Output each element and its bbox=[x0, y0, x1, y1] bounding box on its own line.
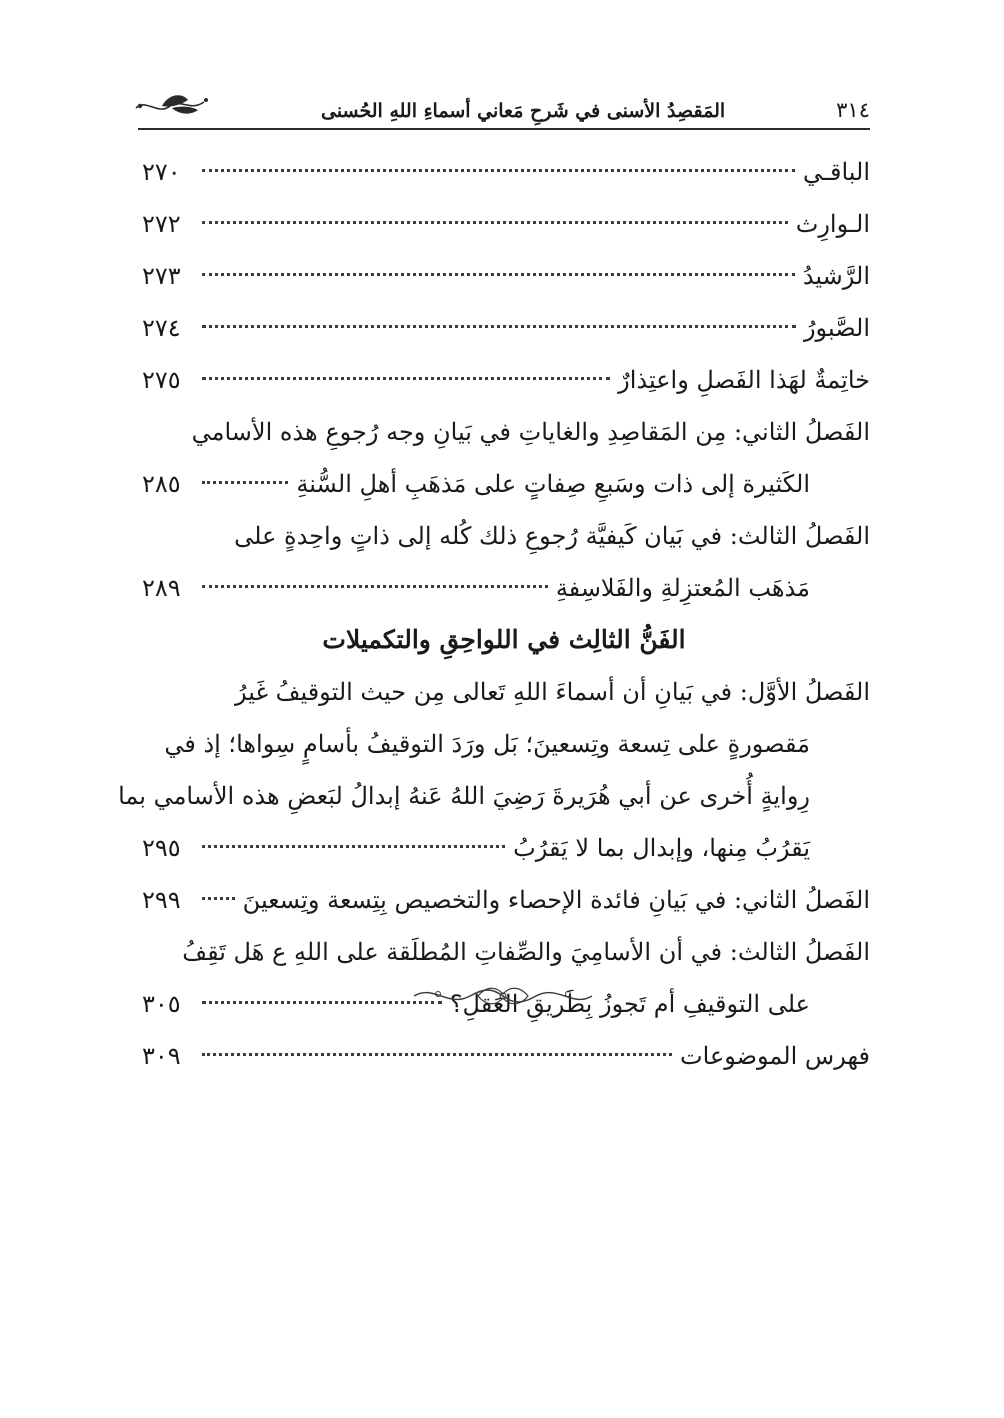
toc-entry[interactable] bbox=[138, 1030, 870, 1082]
dot-leader bbox=[202, 896, 235, 900]
toc-entry-title: مَذهَب المُعتزِلةِ والفَلاسِفةِ bbox=[555, 574, 810, 602]
toc-entry-title: على التوقيفِ أم تَجوزُ بِطَريقِ العَقلِ؟ bbox=[449, 990, 810, 1018]
toc-entry[interactable] bbox=[138, 822, 870, 874]
toc-entry[interactable] bbox=[138, 302, 870, 354]
toc-entry[interactable] bbox=[138, 406, 870, 458]
toc-entry-title: الفَصلُ الأوَّل: في بَيانِ أن أسماءَ اللهِ تَعالى مِن حيث التوقيفُ غَيرُ bbox=[234, 678, 870, 706]
decorative-divider-icon bbox=[408, 978, 598, 1014]
toc-entry-title: الفَصلُ الثاني: مِن المَقاصِدِ والغاياتِ في بَيانِ وجه رُجوعِ هذه الأسامي bbox=[191, 418, 870, 446]
toc-entry-title: الرَّشيدُ bbox=[802, 262, 870, 290]
toc-entry-title: يَقرُبُ مِنها، وإبدال بما لا يَقرُبُ bbox=[513, 834, 810, 862]
toc-entry-title: مَقصورةٍ على تِسعة وتِسعينَ؛ بَل ورَدَ التوقيفُ بأسامٍ سِواها؛ إذ في bbox=[164, 730, 810, 758]
toc-entry-title: الفَصلُ الثالث: في أن الأسامِيَ والصِّفاتِ المُطلَقة على اللهِ ع هَل تَقِفُ bbox=[182, 938, 870, 966]
toc-entry[interactable] bbox=[138, 354, 870, 406]
toc-entry-title: الـوارِث bbox=[795, 210, 870, 238]
toc-page-number: ٣٠٩ bbox=[142, 1042, 181, 1070]
dot-leader bbox=[202, 272, 795, 276]
toc-entry-title: الباقـي bbox=[802, 158, 870, 186]
dot-leader bbox=[202, 168, 795, 172]
book-title: المَقصِدُ الأسنى في شَرحِ مَعاني أسماءِ اللهِ الحُسنى bbox=[320, 100, 726, 122]
toc-entry-title: الصَّبورُ bbox=[803, 314, 870, 342]
toc-entry-title: رِوايةٍ أُخرى عن أبي هُرَيرةَ رَضِيَ اللهُ عَنهُ إبدالُ لبَعضِ هذه الأسامي بما bbox=[118, 782, 810, 810]
toc-page-number: ٢٨٥ bbox=[142, 470, 181, 498]
section-heading: الفَنُّ الثالِث في اللواحِقِ والتكميلات bbox=[322, 625, 686, 654]
toc-entry-title: الفَصلُ الثاني: في بَيانِ فائدة الإحصاء والتخصيص بِتِسعة وتِسعينَ bbox=[242, 886, 870, 914]
dot-leader bbox=[202, 480, 288, 484]
dot-leader bbox=[202, 1000, 442, 1004]
toc-page-number: ٣٠٥ bbox=[142, 990, 181, 1018]
toc-page-number: ٢٧٣ bbox=[142, 262, 181, 290]
dot-leader bbox=[202, 844, 505, 848]
toc-entry[interactable] bbox=[138, 874, 870, 926]
toc-entry-title: الفَصلُ الثالث: في بَيان كَيفيَّة رُجوعِ ذلك كُله إلى ذاتٍ واحِدةٍ على bbox=[234, 522, 870, 550]
toc-page-number: ٢٧٥ bbox=[142, 366, 181, 394]
toc-entry-title: خاتِمةٌ لهَذا الفَصلِ واعتِذارٌ bbox=[618, 366, 870, 394]
toc-entry[interactable] bbox=[138, 146, 870, 198]
toc-entry[interactable] bbox=[118, 770, 870, 822]
toc-entry[interactable] bbox=[138, 250, 870, 302]
toc-entry[interactable] bbox=[138, 562, 870, 614]
toc-page-number: ٢٨٩ bbox=[142, 574, 181, 602]
toc-entry[interactable] bbox=[138, 458, 870, 510]
toc-page-number: ٢٧٠ bbox=[142, 158, 181, 186]
toc-entry[interactable] bbox=[138, 510, 870, 562]
toc-page-number: ٢٩٩ bbox=[142, 886, 181, 914]
toc-entry-title: فهرس الموضوعات bbox=[680, 1042, 870, 1070]
dot-leader bbox=[202, 220, 788, 224]
toc-entry-title: الكَثيرة إلى ذات وسَبعِ صِفاتٍ على مَذهَبِ أهلِ السُّنةِ bbox=[296, 470, 810, 498]
toc-entry[interactable] bbox=[138, 666, 870, 718]
toc-entry[interactable] bbox=[138, 718, 870, 770]
dot-leader bbox=[202, 376, 610, 380]
page-number: ٣١٤ bbox=[836, 98, 870, 122]
toc-entry[interactable] bbox=[138, 198, 870, 250]
running-header bbox=[138, 84, 870, 130]
dot-leader bbox=[202, 584, 548, 588]
toc-page-number: ٢٧٢ bbox=[142, 210, 181, 238]
toc-page-number: ٢٩٥ bbox=[142, 834, 181, 862]
dot-leader bbox=[202, 1052, 672, 1056]
floral-ornament-icon bbox=[132, 86, 212, 120]
table-of-contents bbox=[118, 146, 870, 1082]
toc-entry[interactable] bbox=[138, 926, 870, 978]
toc-page-number: ٢٧٤ bbox=[142, 314, 181, 342]
dot-leader bbox=[202, 324, 796, 328]
